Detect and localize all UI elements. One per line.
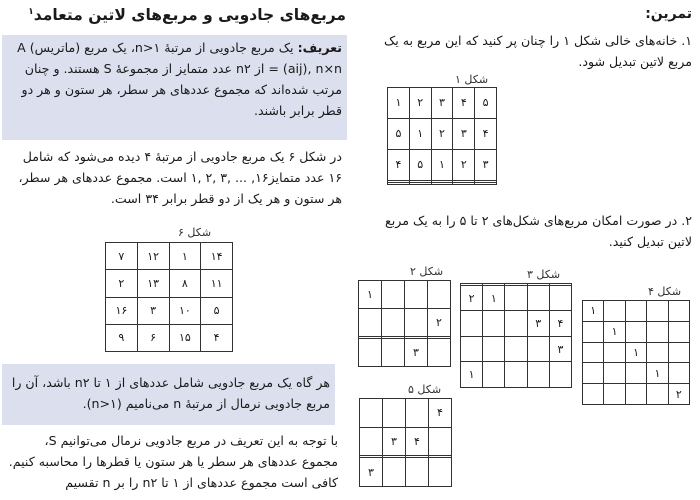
grid-cell: ۱۰: [169, 297, 201, 324]
grid-cell: ۴: [475, 118, 497, 149]
grid-cell: ۳: [360, 458, 383, 487]
grid-cell: ۱۵: [169, 324, 201, 351]
grid-cell: ۵: [409, 149, 431, 180]
grid-row: [106, 324, 233, 351]
grid-cell: ۲: [409, 88, 431, 119]
grid-cell: [625, 321, 646, 342]
grid-cell: [668, 321, 689, 342]
grid-row: [388, 149, 497, 180]
figure2-caption: شکل ۲: [410, 265, 444, 278]
grid-cell: [483, 362, 505, 388]
grid-row: [359, 339, 451, 367]
grid-row: [583, 342, 690, 363]
grid-cell: [428, 339, 451, 367]
grid-cell: ۴: [453, 88, 475, 119]
grid-cell: [406, 399, 429, 428]
grid-cell: [527, 362, 549, 388]
grid-cell: [604, 384, 625, 405]
grid-cell: ۱: [431, 149, 453, 180]
grid-cell: [431, 182, 453, 184]
grid-row: [461, 362, 572, 388]
definition-label: تعریف:: [297, 40, 342, 55]
exercise-title: تمرین:: [645, 6, 692, 22]
grid-cell: ۷: [106, 243, 138, 270]
grid-row: [360, 399, 452, 428]
grid-cell: ۴: [406, 427, 429, 456]
grid-cell: [406, 458, 429, 487]
grid-cell: [583, 321, 604, 342]
grid-cell: [668, 363, 689, 384]
grid-row: [360, 427, 452, 456]
grid-cell: ۲: [668, 384, 689, 405]
grid-cell: [388, 182, 410, 184]
grid-row: [106, 297, 233, 324]
figure2-square: [358, 280, 451, 367]
grid-cell: [382, 309, 405, 337]
grid-row: [388, 182, 497, 184]
grid-cell: ۱۲: [137, 243, 169, 270]
grid-cell: [383, 399, 406, 428]
grid-cell: ۱: [388, 88, 410, 119]
grid-row: [360, 458, 452, 487]
grid-cell: [505, 285, 527, 311]
grid-cell: [405, 281, 428, 309]
grid-cell: ۱: [359, 281, 382, 309]
grid-cell: [583, 342, 604, 363]
grid-cell: [409, 182, 431, 184]
grid-cell: ۲: [428, 309, 451, 337]
exercise-2: ۲. در صورت امکان مربع‌های شکل‌های ۲ تا ۵ را به یک مربع لاتین تبدیل کنید.: [385, 213, 692, 249]
grid-row: [461, 285, 572, 311]
grid-cell: [461, 311, 483, 337]
grid-cell: ۳: [137, 297, 169, 324]
grid-cell: ۳: [431, 88, 453, 119]
grid-cell: ۲: [453, 149, 475, 180]
grid-cell: [461, 336, 483, 362]
grid-cell: [382, 281, 405, 309]
grid-cell: ۵: [201, 297, 233, 324]
grid-cell: ۹: [106, 324, 138, 351]
grid-cell: ۱: [461, 362, 483, 388]
grid-cell: [604, 301, 625, 322]
grid-cell: ۳: [549, 336, 571, 362]
grid-cell: ۳: [383, 427, 406, 456]
grid-cell: [428, 281, 451, 309]
grid-cell: ۱: [169, 243, 201, 270]
calc-paragraph: با توجه به این تعریف در مربع جادویی نرمال می‌توانیم S، مجموع عددهای هر سطر یا هر ستون یا قطرها را محاسبه کنیم. کافی است مجموع عددهای از ۱ تا n۲ را بر n تقسیم: [8, 433, 338, 490]
grid-cell: ۴: [549, 311, 571, 337]
grid-cell: ۵: [388, 118, 410, 149]
grid-cell: ۱: [647, 363, 668, 384]
grid-row: [359, 281, 451, 309]
figure1-latin-square: [387, 87, 497, 185]
grid-cell: ۱۶: [106, 297, 138, 324]
grid-cell: [625, 363, 646, 384]
grid-cell: [549, 285, 571, 311]
grid-cell: [429, 458, 452, 487]
grid-row: [388, 88, 497, 119]
figure4-caption: شکل ۴: [648, 285, 682, 298]
grid-cell: [383, 458, 406, 487]
grid-cell: ۳: [475, 149, 497, 180]
grid-cell: ۳: [405, 339, 428, 367]
figure1-caption: شکل ۱: [455, 73, 489, 86]
grid-cell: [359, 309, 382, 337]
grid-cell: [483, 311, 505, 337]
grid-cell: [405, 309, 428, 337]
grid-cell: [505, 336, 527, 362]
definition-body: یک مربع جادویی از مرتبهٔ ۱<n، یک مربع (ماتریس) A = (aij), n×n از n۲ عدد متمایز از مجموعهٔ S هستند. و چنان مرتب شده‌اند که مجموع عددهای هر سطر، هر ستون و هر دو قطر برابر باشند.: [17, 40, 342, 118]
grid-cell: [483, 336, 505, 362]
grid-cell: ۱: [583, 301, 604, 322]
grid-cell: ۴: [388, 149, 410, 180]
grid-row: [583, 321, 690, 342]
grid-cell: [625, 384, 646, 405]
grid-row: [461, 311, 572, 337]
grid-cell: [527, 336, 549, 362]
grid-cell: [382, 339, 405, 367]
figure6-magic-square: [105, 242, 233, 352]
grid-cell: [505, 362, 527, 388]
grid-cell: [429, 427, 452, 456]
grid-cell: ۵: [475, 88, 497, 119]
grid-cell: [647, 342, 668, 363]
grid-cell: ۲: [431, 118, 453, 149]
grid-cell: ۴: [201, 324, 233, 351]
grid-cell: [604, 342, 625, 363]
grid-cell: [360, 427, 383, 456]
grid-cell: ۲: [106, 270, 138, 297]
section-title: [10, 6, 346, 24]
definition-text: [8, 37, 342, 121]
grid-cell: [475, 182, 497, 184]
grid-cell: [549, 362, 571, 388]
grid-row: [583, 384, 690, 405]
grid-cell: ۱: [409, 118, 431, 149]
grid-cell: [647, 301, 668, 322]
normal-definition-text: هر گاه یک مربع جادویی شامل عددهای از ۱ تا n۲ باشد، آن را مربع جادویی نرمال از مرتبهٔ n می‌نامیم (n>۱).: [11, 375, 330, 411]
grid-row: [583, 363, 690, 384]
grid-cell: [360, 399, 383, 428]
grid-cell: [453, 182, 475, 184]
grid-cell: ۳: [527, 311, 549, 337]
grid-cell: ۳: [453, 118, 475, 149]
grid-cell: [647, 321, 668, 342]
grid-cell: ۱: [604, 321, 625, 342]
exercise-1: ۱. خانه‌های خالی شکل ۱ را چنان پر کنید که این مربع به یک مربع لاتین تبدیل شود.: [384, 33, 692, 69]
grid-cell: [668, 301, 689, 322]
grid-cell: [604, 363, 625, 384]
figure5-square: [359, 398, 452, 487]
figure3-square: [460, 283, 572, 388]
grid-cell: [583, 384, 604, 405]
grid-cell: [647, 384, 668, 405]
grid-cell: [583, 363, 604, 384]
grid-cell: [625, 301, 646, 322]
grid-cell: ۱۴: [201, 243, 233, 270]
grid-cell: ۱: [625, 342, 646, 363]
figure5-caption: شکل ۵: [408, 383, 442, 396]
section-title-text: مربع‌های جادویی و مربع‌های لاتین متعامد: [33, 6, 346, 24]
grid-row: [461, 336, 572, 362]
grid-row: [106, 270, 233, 297]
grid-cell: ۶: [137, 324, 169, 351]
figure6-paragraph: در شکل ۶ یک مربع جادویی از مرتبهٔ ۴ دیده می‌شود که شامل ۱۶ عدد متمایز۱۶, ... ,۳ ,۲ ,۱ است. مجموع عددهای هر سطر، هر ستون و هر یک از دو قطر برابر ۳۴ است.: [18, 149, 342, 206]
grid-cell: [505, 311, 527, 337]
grid-cell: ۸: [169, 270, 201, 297]
figure3-caption: شکل ۳: [527, 268, 561, 281]
grid-row: [583, 301, 690, 322]
grid-cell: ۱۳: [137, 270, 169, 297]
grid-cell: ۴: [429, 399, 452, 428]
grid-cell: ۱: [483, 285, 505, 311]
grid-cell: [527, 285, 549, 311]
grid-row: [106, 243, 233, 270]
grid-row: [388, 118, 497, 149]
figure4-square: [582, 300, 690, 405]
figure6-caption: شکل ۶: [178, 226, 212, 239]
grid-row: [359, 309, 451, 337]
grid-cell: [668, 342, 689, 363]
grid-cell: ۱۱: [201, 270, 233, 297]
grid-cell: ۲: [461, 285, 483, 311]
grid-cell: [359, 339, 382, 367]
footnote-marker: ۱: [28, 6, 34, 17]
